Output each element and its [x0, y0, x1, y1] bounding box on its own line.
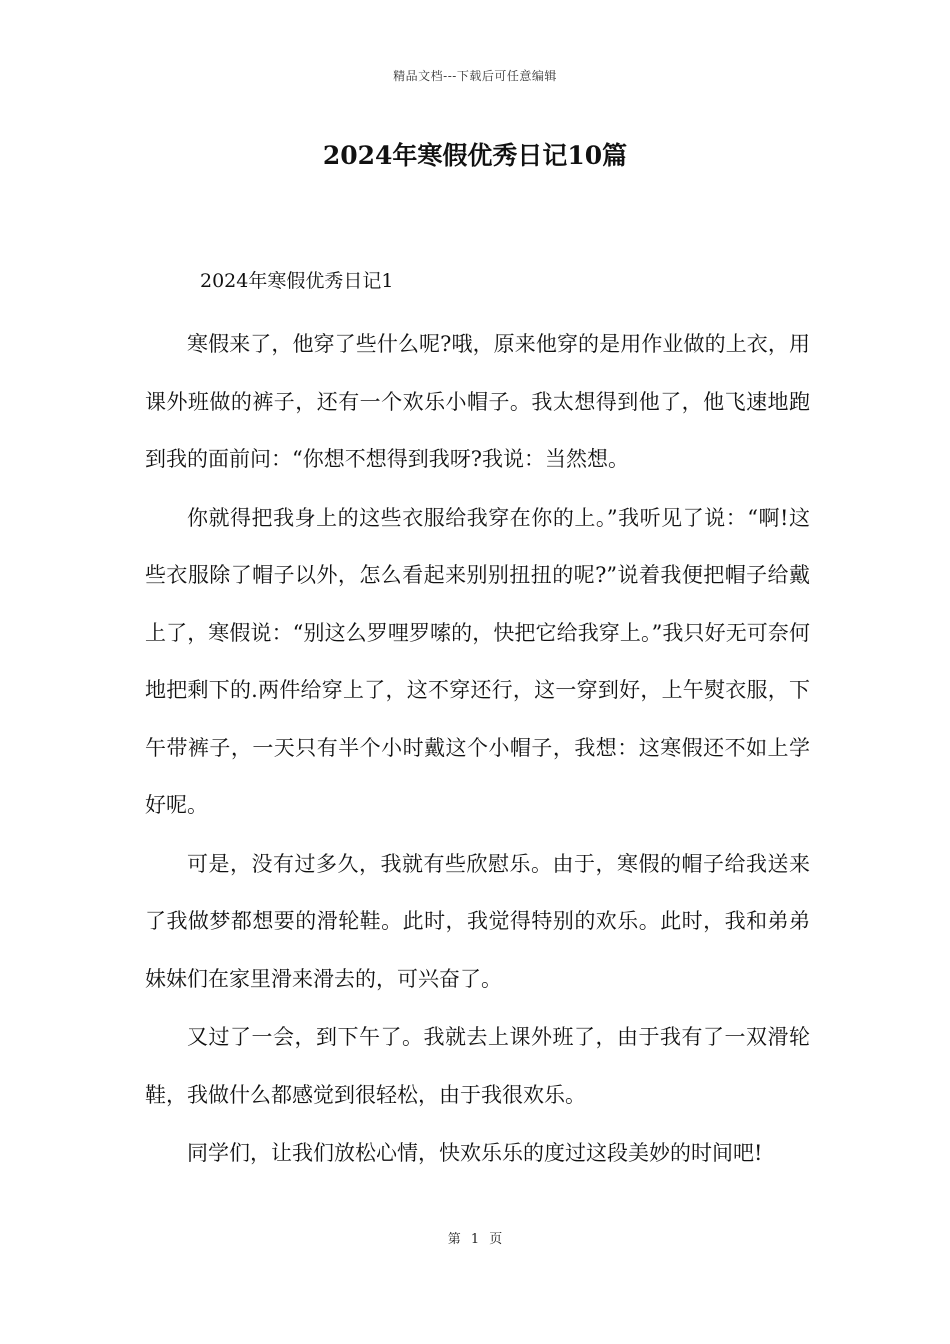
paragraph: 可是，没有过多久，我就有些欣慰乐。由于，寒假的帽子给我送来了我做梦都想要的滑轮鞋。此时，我觉得特别的欢乐。此时，我和弟弟妹妹们在家里滑来滑去的，可兴奋了。 [145, 851, 810, 991]
paragraph: 你就得把我身上的这些衣服给我穿在你的上。”我听见了说：“啊!这些衣服除了帽子以外，怎么看起来别别扭扭的呢?”说着我便把帽子给戴上了，寒假说：“别这么罗哩罗嗦的，快把它给我穿上。”我只好无可奈何地把剩下的.两件给穿上了，这不穿还行，这一穿到好，上午熨衣服，下午带裤子，一天只有半个小时戴这个小帽子，我想：这寒假还不如上学好呢。 [145, 505, 810, 817]
header-note: 精品文档---下载后可任意编辑 [393, 69, 557, 83]
page-footer [0, 1228, 950, 1247]
document-title: 2024年寒假优秀日记10篇 [322, 141, 628, 170]
section-subheading: 2024年寒假优秀日记1 [200, 270, 394, 292]
paragraph: 同学们，让我们放松心情，快欢乐乐的度过这段美妙的时间吧! [187, 1141, 763, 1165]
paragraph: 寒假来了，他穿了些什么呢?哦，原来他穿的是用作业做的上衣，用课外班做的裤子，还有一个欢乐小帽子。我太想得到他了，他飞速地跑到我的面前问：“你想不想得到我呀?我说：当然想。 [145, 332, 810, 471]
paragraph: 又过了一会，到下午了。我就去上课外班了，由于我有了一双滑轮鞋，我做什么都感觉到很轻松，由于我很欢乐。 [145, 1025, 810, 1107]
body-text [145, 316, 810, 1184]
page-number-prefix: 第 [447, 1232, 461, 1247]
page-number-suffix: 页 [489, 1232, 503, 1247]
page-number: 1 [470, 1232, 480, 1247]
